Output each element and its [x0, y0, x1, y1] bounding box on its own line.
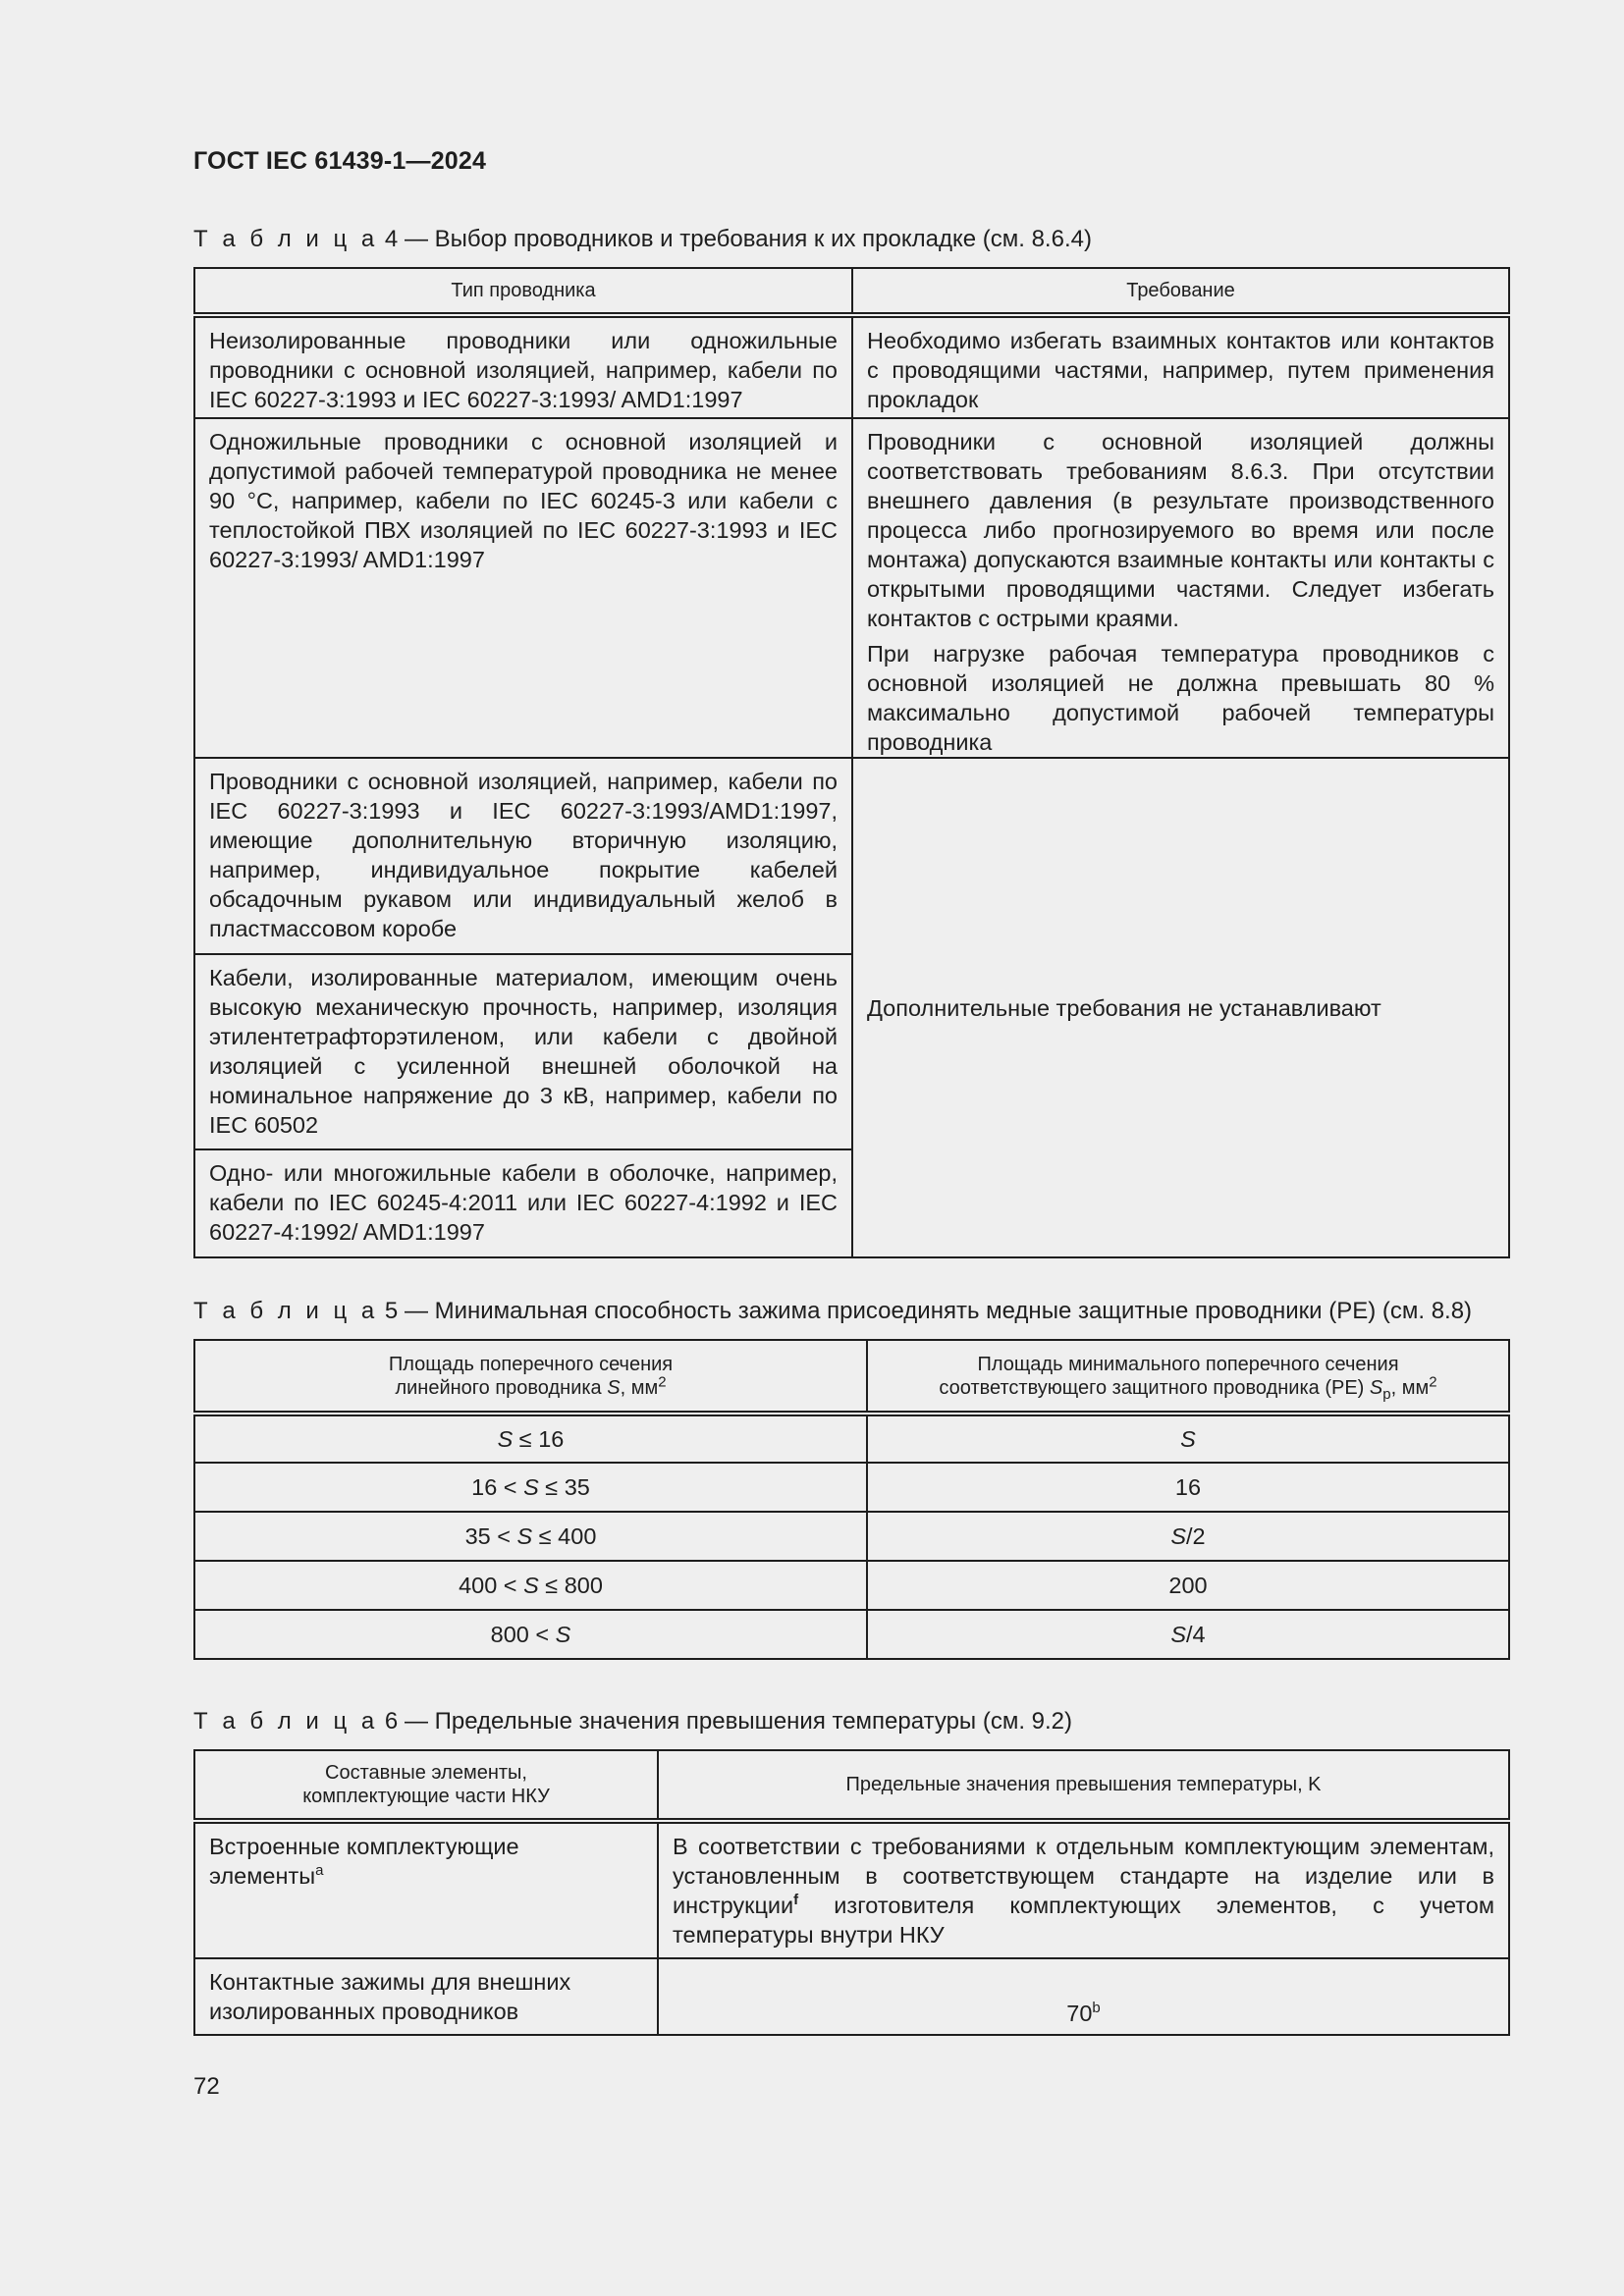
- table5-header-sup: 2: [1429, 1372, 1437, 1390]
- table6-cell-component: Встроенные комплектующие элементы$^a$: [194, 1821, 658, 1958]
- table4-merged-requirement: Дополнительные требования не устанавливают: [852, 758, 1509, 1257]
- table4-label: Т а б л и ц а: [193, 226, 379, 252]
- table4: [193, 267, 1510, 1258]
- table5-cell-value: S/4: [867, 1610, 1509, 1659]
- table5-row: [194, 1610, 1509, 1659]
- table5-title: 5 — Минимальная способность зажима присоединять медные защитные проводники (PE) (см. 8.8): [378, 1298, 1473, 1324]
- table4-requirement-para-1: Проводники с основной изоляцией должны соответствовать требованиям 8.6.3. При отсутствии внешнего давления (в результате производственного процесса либо прогнозируемого во время или после монтажа) допускаются взаимные контакты или контакты с открытыми проводящими частями. Следует избегать контактов с острыми краями.: [867, 429, 1494, 631]
- table4-row: [194, 315, 1509, 418]
- table5-header-line-section-line1: Площадь поперечного сечения: [388, 1353, 674, 1375]
- table5-cell-value: 200: [867, 1561, 1509, 1610]
- table5-label: Т а б л и ц а: [193, 1298, 379, 1324]
- table5-row: [194, 1512, 1509, 1561]
- table4-cell-requirement: Необходимо избегать взаимных контактов или контактов с проводящими частями, например, путем применения прокладок: [852, 315, 1509, 418]
- table6-label: Т а б л и ц а: [193, 1708, 379, 1735]
- table4-caption: [193, 226, 1092, 253]
- table5-header-pe-section-line2: соответствующего защитного проводника (PE): [939, 1376, 1370, 1399]
- table5-cell-range: 16 < S ≤ 35: [194, 1463, 867, 1512]
- table6: [193, 1749, 1510, 2036]
- table5-row: [194, 1414, 1509, 1463]
- table5-header-sup: 2: [658, 1372, 667, 1390]
- table4-title: 4 — Выбор проводников и требования к их прокладке (см. 8.6.4): [378, 226, 1092, 252]
- table5-row: [194, 1561, 1509, 1610]
- document-header: ГОСТ IEC 61439-1—2024: [193, 147, 487, 175]
- table6-caption: [193, 1708, 1072, 1735]
- table5-cell-range: S ≤ 16: [194, 1414, 867, 1463]
- page-number: 72: [193, 2073, 220, 2100]
- table4-cell-type: Неизолированные проводники или одножильные проводники с основной изоляцией, например, кабели по IEC 60227-3:1993 и IEC 60227-3:1993/ AMD1:1997: [194, 315, 852, 418]
- table5-header-pe-section-line1: Площадь минимального поперечного сечения: [977, 1353, 1399, 1375]
- table5-cell-value: S/2: [867, 1512, 1509, 1561]
- table4-cell-type: Одножильные проводники с основной изоляцией и допустимой рабочей температурой проводника не менее 90 °С, например, кабели по IEC 60245-3 или кабели с теплостойкой ПВХ изоляцией по IEC 60227-3:1993 и IEC 60227-3:1993/ AMD1:1997: [194, 418, 852, 758]
- table5-caption: [193, 1298, 1472, 1325]
- table5-cell-range: 800 < S: [194, 1610, 867, 1659]
- table5-header-line-section-line2: линейного проводника: [395, 1376, 608, 1399]
- table5: [193, 1339, 1510, 1660]
- table6-title: 6 — Предельные значения превышения температуры (см. 9.2): [378, 1708, 1073, 1735]
- table5-cell-value: 16: [867, 1463, 1509, 1512]
- table6-header-components: [194, 1750, 658, 1821]
- table6-header-limits: Предельные значения превышения температуры, K: [658, 1750, 1509, 1821]
- table6-cell-component: Контактные зажимы для внешних изолированных проводников: [194, 1958, 658, 2035]
- table6-header-components-line2: комплектующие части НКУ: [302, 1786, 550, 1807]
- table5-header-symbol: S: [1369, 1376, 1383, 1399]
- table5-header-symbol: S: [607, 1376, 621, 1399]
- table5-row: [194, 1463, 1509, 1512]
- table5-header-unit: , мм: [1390, 1376, 1430, 1399]
- table6-row: [194, 1821, 1509, 1958]
- table5-header-line-section: [194, 1340, 867, 1414]
- table5-header-subscript: p: [1382, 1385, 1391, 1403]
- table5-cell-range: 35 < S ≤ 400: [194, 1512, 867, 1561]
- table5-cell-range: 400 < S ≤ 800: [194, 1561, 867, 1610]
- table6-cell-limit: 70$^b$: [658, 1958, 1509, 2035]
- table4-header-type: Тип проводника: [194, 268, 852, 315]
- table5-cell-value: S: [867, 1414, 1509, 1463]
- table4-cell-type: Кабели, изолированные материалом, имеющим очень высокую механическую прочность, например, изоляция этилентетрафторэтиленом, или кабели с двойной изоляцией с усиленной внешней оболочкой на номинальное напряжение до 3 кВ, например, кабели по IEC 60502: [194, 954, 852, 1149]
- table6-row: [194, 1958, 1509, 2035]
- table4-cell-type: Проводники с основной изоляцией, например, кабели по IEC 60227-3:1993 и IEC 60227-3:1993/AMD1:1997, имеющие дополнительную вторичную изоляцию, например, индивидуальное покрытие кабелей обсадочным рукавом или индивидуальный желоб в пластмассовом коробе: [194, 758, 852, 954]
- table4-header-requirement: Требование: [852, 268, 1509, 315]
- table6-cell-limit: В соответствии с требованиями к отдельным комплектующим элементам, установленным в соответствующем стандарте на изделие или в инструкции$^f$ изготовителя комплектующих элементов, с учетом температуры внутри НКУ: [658, 1821, 1509, 1958]
- table4-row: [194, 758, 1509, 954]
- table6-header-components-line1: Составные элементы,: [325, 1762, 527, 1784]
- table4-requirement-para-2: При нагрузке рабочая температура проводников с основной изоляцией не должна превышать 80 % максимально допустимой рабочей температуры проводника: [867, 641, 1494, 755]
- table5-header-unit: , мм: [620, 1376, 659, 1399]
- table4-cell-requirement: [852, 418, 1509, 758]
- table4-row: [194, 418, 1509, 758]
- table4-cell-type: Одно- или многожильные кабели в оболочке, например, кабели по IEC 60245-4:2011 или IEC 60227-4:1992 и IEC 60227-4:1992/ AMD1:1997: [194, 1149, 852, 1257]
- table5-header-pe-section: [867, 1340, 1509, 1414]
